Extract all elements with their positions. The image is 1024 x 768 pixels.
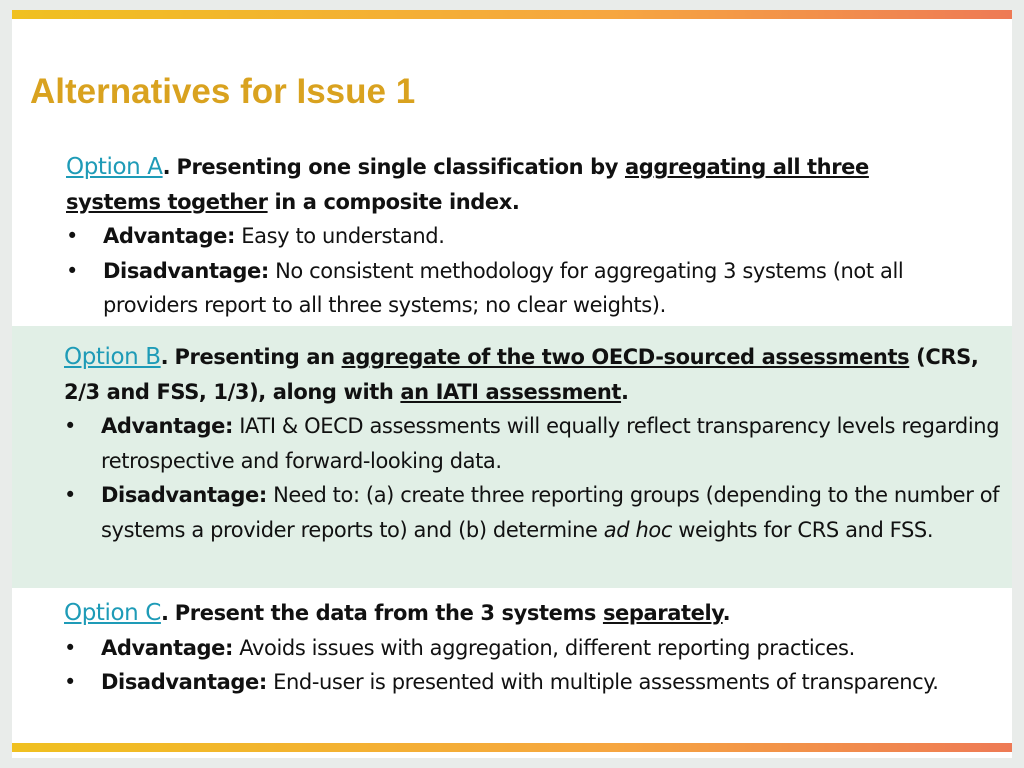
option-b-disadvantage xyxy=(64,478,1009,547)
option-b-bullets xyxy=(64,409,1009,547)
option-c-link[interactable]: Option C xyxy=(64,600,161,626)
disadvantage-label: Disadvantage: xyxy=(101,670,267,694)
bullet-icon: • xyxy=(66,224,78,248)
bullet-icon: • xyxy=(64,414,76,438)
option-b-section xyxy=(64,340,1009,547)
option-c-heading xyxy=(64,596,984,631)
option-a-text-1: Presenting one single classification by xyxy=(176,155,625,179)
bullet-icon: • xyxy=(64,483,76,507)
disadvantage-text-1: Need to: (a) create three reporting groups (depending to the number of systems a provider reports to) and (b) determine xyxy=(101,483,1000,542)
option-a-section xyxy=(66,150,966,323)
option-c-text-2: . xyxy=(722,601,731,625)
option-a-heading xyxy=(66,150,966,219)
option-b-text-1: Presenting an xyxy=(174,345,342,369)
option-b-dot: . xyxy=(160,345,169,369)
advantage-text: IATI & OECD assessments will equally reflect transparency levels regarding retrospective and forward-looking data. xyxy=(101,414,1000,473)
option-c-disadvantage xyxy=(64,665,984,700)
advantage-label: Advantage: xyxy=(101,414,233,438)
option-c-dot: . xyxy=(160,601,169,625)
option-b-text-2: (CRS, 2/3 and FSS, 1/3), along with xyxy=(64,345,979,404)
option-c-bullets xyxy=(64,631,984,700)
option-b-underlined-1: aggregate of the two OECD-sourced assessments xyxy=(341,345,910,369)
option-b-text-3: . xyxy=(621,379,629,404)
bullet-icon: • xyxy=(64,635,76,660)
option-b-advantage xyxy=(64,409,1009,478)
slide xyxy=(12,10,1012,758)
option-a-disadvantage xyxy=(66,254,966,323)
disadvantage-italic: ad hoc xyxy=(603,517,672,542)
disadvantage-text: End-user is presented with multiple assessments of transparency. xyxy=(273,670,939,694)
option-c-section xyxy=(64,596,984,700)
slide-title: Alternatives for Issue 1 xyxy=(30,72,416,111)
bullet-icon: • xyxy=(66,258,78,283)
disadvantage-text: No consistent methodology for aggregating 3 systems (not all providers report to all three systems; no clear weights). xyxy=(103,258,904,317)
option-c-text-1: Present the data from the 3 systems xyxy=(174,601,603,625)
option-a-advantage xyxy=(66,219,966,254)
bullet-icon: • xyxy=(64,670,76,694)
option-a-dot: . xyxy=(162,155,171,179)
option-c-underlined: separately xyxy=(602,601,723,625)
option-b-heading xyxy=(64,340,1009,409)
advantage-label: Advantage: xyxy=(101,635,233,660)
option-a-text-2: in a composite index. xyxy=(267,189,520,214)
disadvantage-label: Disadvantage: xyxy=(103,258,269,283)
bottom-accent-bar xyxy=(12,743,1012,752)
option-b-link[interactable]: Option B xyxy=(64,344,161,370)
advantage-text: Avoids issues with aggregation, different reporting practices. xyxy=(239,635,855,660)
option-c-advantage xyxy=(64,631,984,666)
disadvantage-label: Disadvantage: xyxy=(101,483,267,507)
top-accent-bar xyxy=(12,10,1012,19)
option-a-link[interactable]: Option A xyxy=(66,154,163,180)
option-b-underlined-2: an IATI assessment xyxy=(400,379,622,404)
option-a-bullets xyxy=(66,219,966,323)
disadvantage-text-2: weights for CRS and FSS. xyxy=(671,517,934,542)
advantage-text: Easy to understand. xyxy=(241,224,445,248)
advantage-label: Advantage: xyxy=(103,224,235,248)
option-a-underlined: aggregating all three systems together xyxy=(66,155,869,214)
